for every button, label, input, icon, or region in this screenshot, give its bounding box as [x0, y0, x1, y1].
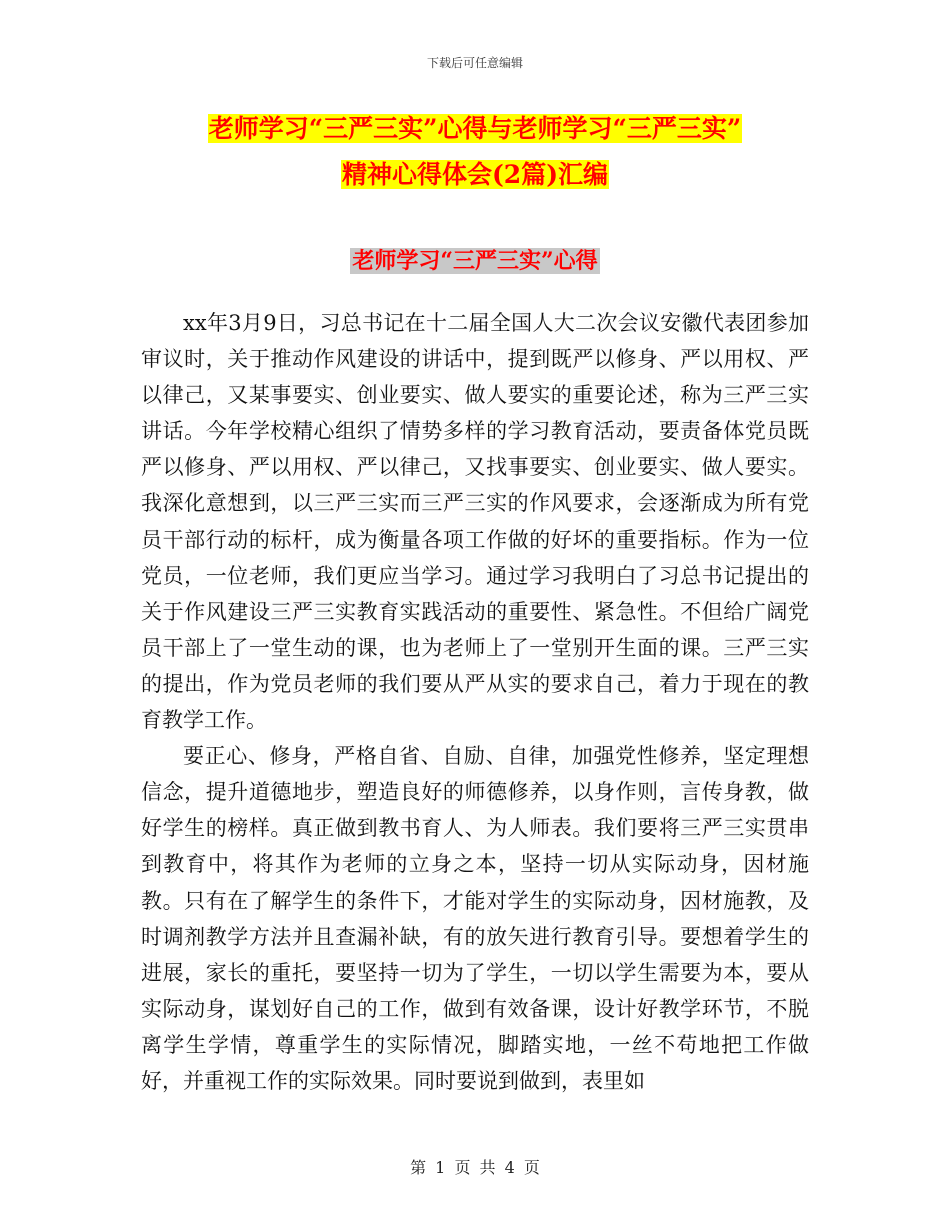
- paragraph-2: 要正心、修身，严格自省、自励、自律，加强党性修养，坚定理想信念，提升道德地步，塑造良好的师德修养，以身作则，言传身教，做好学生的榜样。真正做到教书育人、为人师表。我们要将三严三实贯串到教育中，将其作为老师的立身之本，坚持一切从实际动身，因材施教。只有在了解学生的条件下，才能对学生的实际动身，因材施教，及时调剂教学方法并且查漏补缺，有的放矢进行教育引导。要想着学生的进展，家长的重托，要坚持一切为了学生，一切以学生需要为本，要从实际动身，谋划好自己的工作，做到有效备课，设计好教学环节，不脱离学生学情，尊重学生的实际情况，脚踏实地，一丝不苟地把工作做好，并重视工作的实际效果。同时要说到做到，表里如: [141, 744, 809, 1093]
- document-title-line-2-text: 精神心得体会(2篇)汇编: [341, 160, 609, 189]
- paragraph-1: xx年3月9日，习总书记在十二届全国人大二次会议安徽代表团参加审议时，关于推动作风建设的讲话中，提到既严以修身、严以用权、严以律己，又某事要实、创业要实、做人要实的重要论述，称为三严三实讲话。今年学校精心组织了情势多样的学习教育活动，要责备体党员既严以修身、严以用权、严以律己，又找事要实、创业要实、做人要实。我深化意想到，以三严三实而三严三实的作风要求，会逐渐成为所有党员干部行动的标杆，成为衡量各项工作做的好坏的重要指标。作为一位党员，一位老师，我们更应当学习。通过学习我明白了习总书记提出的关于作风建设三严三实教育实践活动的重要性、紧急性。不但给广阔党员干部上了一堂生动的课，也为老师上了一堂别开生面的课。三严三实的提出，作为党员老师的我们要从严从实的要求自己，着力于现在的教育教学工作。: [141, 311, 809, 733]
- section-heading: [0, 246, 950, 276]
- document-title-line-2: [0, 158, 950, 192]
- section-heading-text: 老师学习“三严三实”心得: [352, 248, 598, 274]
- page-header-note: 下载后可任意编辑: [426, 56, 523, 70]
- page-footer-page-number: 第 1 页 共 4 页: [410, 1158, 540, 1177]
- document-title-line-1: [0, 112, 950, 146]
- body-text: [141, 305, 809, 1099]
- document-title-line-1-text: 老师学习“三严三实”心得与老师学习“三严三实”: [208, 114, 742, 143]
